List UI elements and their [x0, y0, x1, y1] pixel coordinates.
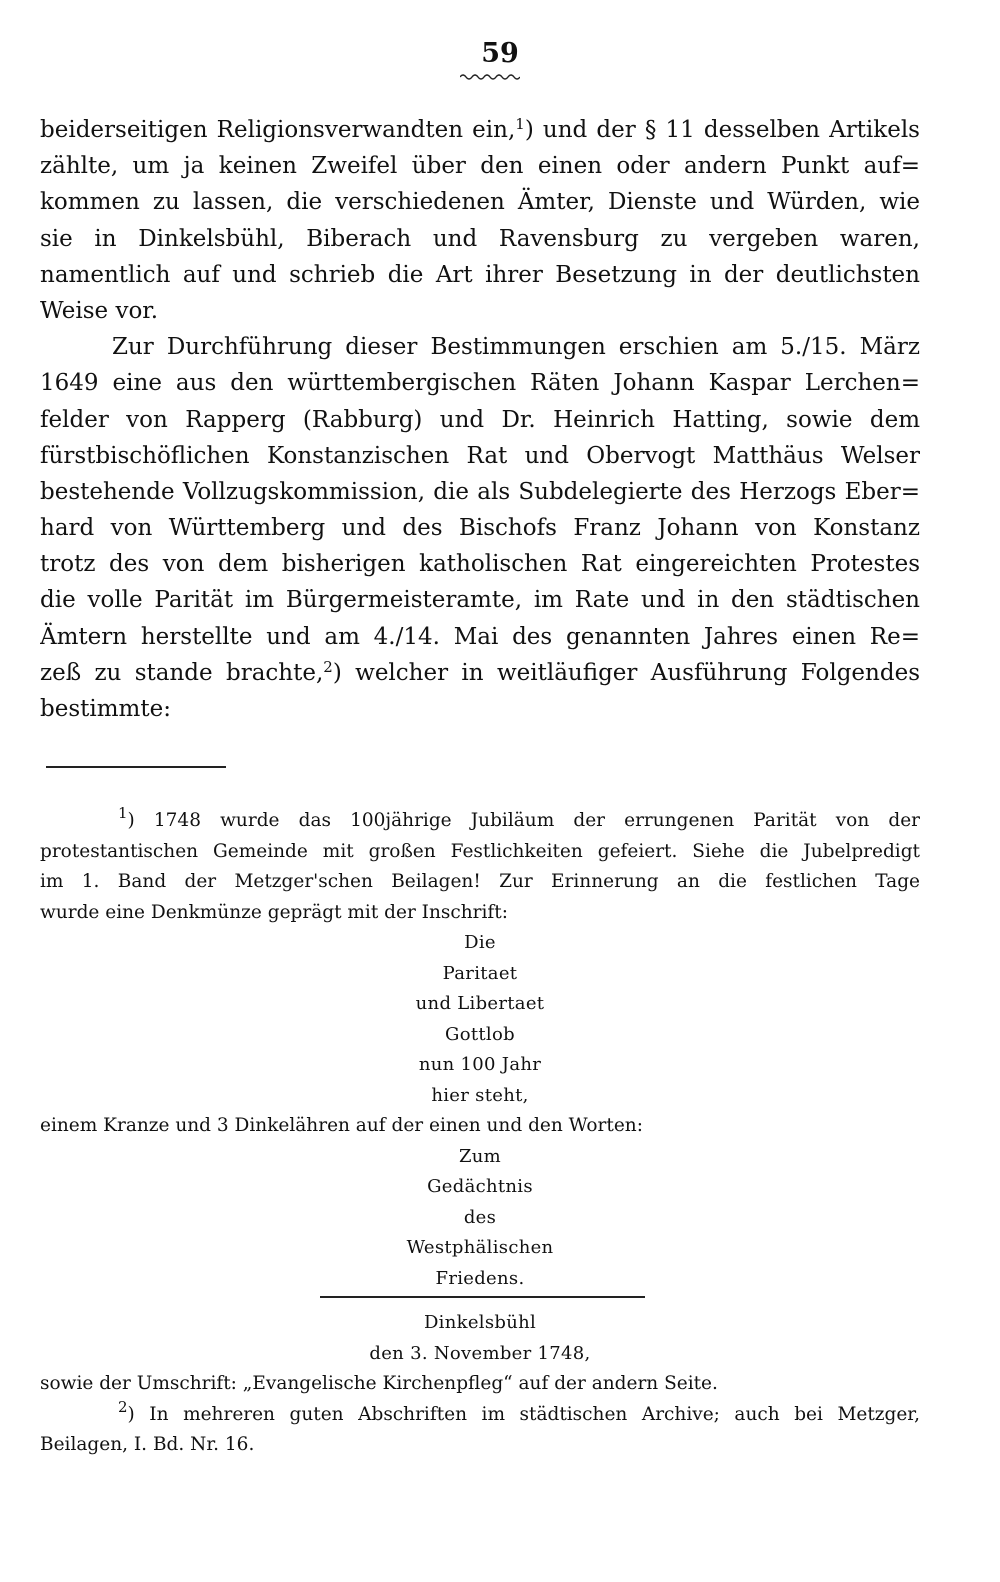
- text-line: zählte, um ja keinen Zweifel über den einen oder andern Punkt auf=: [40, 153, 920, 180]
- footnote-marker: 2: [118, 1399, 128, 1416]
- footnote-line: wurde eine Denkmünze geprägt mit der Inschrift:: [40, 901, 508, 923]
- footnotes: [40, 806, 920, 1461]
- inscription-line: nun 100 Jahr: [418, 1054, 542, 1075]
- footnote-marker: 2: [323, 657, 333, 676]
- footnote-2: [40, 1400, 920, 1461]
- inscription-line: Westphälischen: [406, 1237, 554, 1258]
- text-line: fürstbischöflichen Konstanzischen Rat und Obervogt Matthäus Welser: [40, 442, 920, 469]
- footnote-line: im 1. Band der Metzger'schen Beilagen! Zur Erinnerung an die festlichen Tage: [40, 871, 920, 892]
- text-line: zeß zu stande brachte,$^2$) welcher in weitläufiger Ausführung Folgendes: [40, 657, 920, 686]
- page-number: 59: [481, 38, 519, 69]
- text-line: Weise vor.: [40, 297, 159, 324]
- text-line: kommen zu lassen, die verschiedenen Ämter, Dienste und Würden, wie: [40, 189, 920, 216]
- text-line: beiderseitigen Religionsverwandten ein,$^1$) und der § 11 desselben Artikels: [40, 115, 920, 143]
- inscription-line: Zum: [458, 1145, 502, 1167]
- footnote-line: protestantischen Gemeinde mit großen Festlichkeiten gefeiert. Siehe die Jubelpredigt: [40, 840, 920, 862]
- inscription-line: Die: [464, 932, 496, 953]
- inscription-line: Gottlob: [445, 1023, 515, 1045]
- footnote-line: Beilagen, I. Bd. Nr. 16.: [40, 1434, 255, 1455]
- main-text: [40, 112, 920, 727]
- inscription-connector: einem Kranze und 3 Dinkelähren auf der einen und den Worten:: [40, 1115, 643, 1136]
- inscription-line: des: [463, 1206, 497, 1228]
- inscription-line: Gedächtnis: [427, 1176, 533, 1197]
- text-line: die volle Parität im Bürgermeisteramte, im Rate und in den städtischen: [40, 587, 920, 614]
- inscription-rule: [40, 1294, 920, 1308]
- inscription-line: und Libertaet: [415, 993, 545, 1014]
- inscription-line: hier steht,: [431, 1084, 529, 1106]
- text-line: sie in Dinkelsbühl, Biberach und Ravensburg zu vergeben waren,: [40, 225, 920, 252]
- footnote-separator: [46, 766, 226, 768]
- inscription-front: [40, 928, 920, 1111]
- footnote-marker: 1: [118, 806, 128, 822]
- inscription-back: [40, 1142, 920, 1295]
- inscription-line: Paritaet: [442, 962, 518, 984]
- text-line: Ämtern herstellte und am 4./14. Mai des genannten Jahres einen Re=: [40, 623, 920, 650]
- footnote-1: [40, 806, 920, 928]
- text-line: hard von Württemberg und des Bischofs Franz Johann von Konstanz: [40, 515, 920, 542]
- text-line: trotz des von dem bisherigen katholischen Rat eingereichten Protestes: [40, 551, 920, 578]
- page-number-ornament: [460, 73, 520, 81]
- text-line: 1649 eine aus den württembergischen Räten Johann Kaspar Lerchen=: [40, 370, 920, 397]
- text-line: Zur Durchführung dieser Bestimmungen erschien am 5./15. März: [112, 334, 920, 361]
- inscription-umschrift: sowie der Umschrift: „Evangelische Kirchenpfleg“ auf der andern Seite.: [40, 1373, 718, 1394]
- text-line: bestehende Vollzugskommission, die als Subdelegierte des Herzogs Eber=: [40, 478, 920, 505]
- footnote-line: $^1$) 1748 wurde das 100jährige Jubiläum der errungenen Parität von der: [118, 806, 920, 831]
- footnote-line: $^2$) In mehreren guten Abschriften im städtischen Archive; auch bei Metzger,: [118, 1399, 920, 1425]
- text-line: namentlich auf und schrieb die Art ihrer Besetzung in der deutlichsten: [40, 261, 920, 288]
- inscription-date: den 3. November 1748,: [369, 1342, 591, 1364]
- footnote-marker: 1: [515, 115, 525, 133]
- text-line: felder von Rapperg (Rabburg) und Dr. Heinrich Hatting, sowie dem: [40, 406, 920, 433]
- text-line: bestimmte:: [40, 696, 171, 722]
- inscription-place: Dinkelsbühl: [423, 1312, 537, 1333]
- inscription-line: Friedens.: [435, 1267, 525, 1289]
